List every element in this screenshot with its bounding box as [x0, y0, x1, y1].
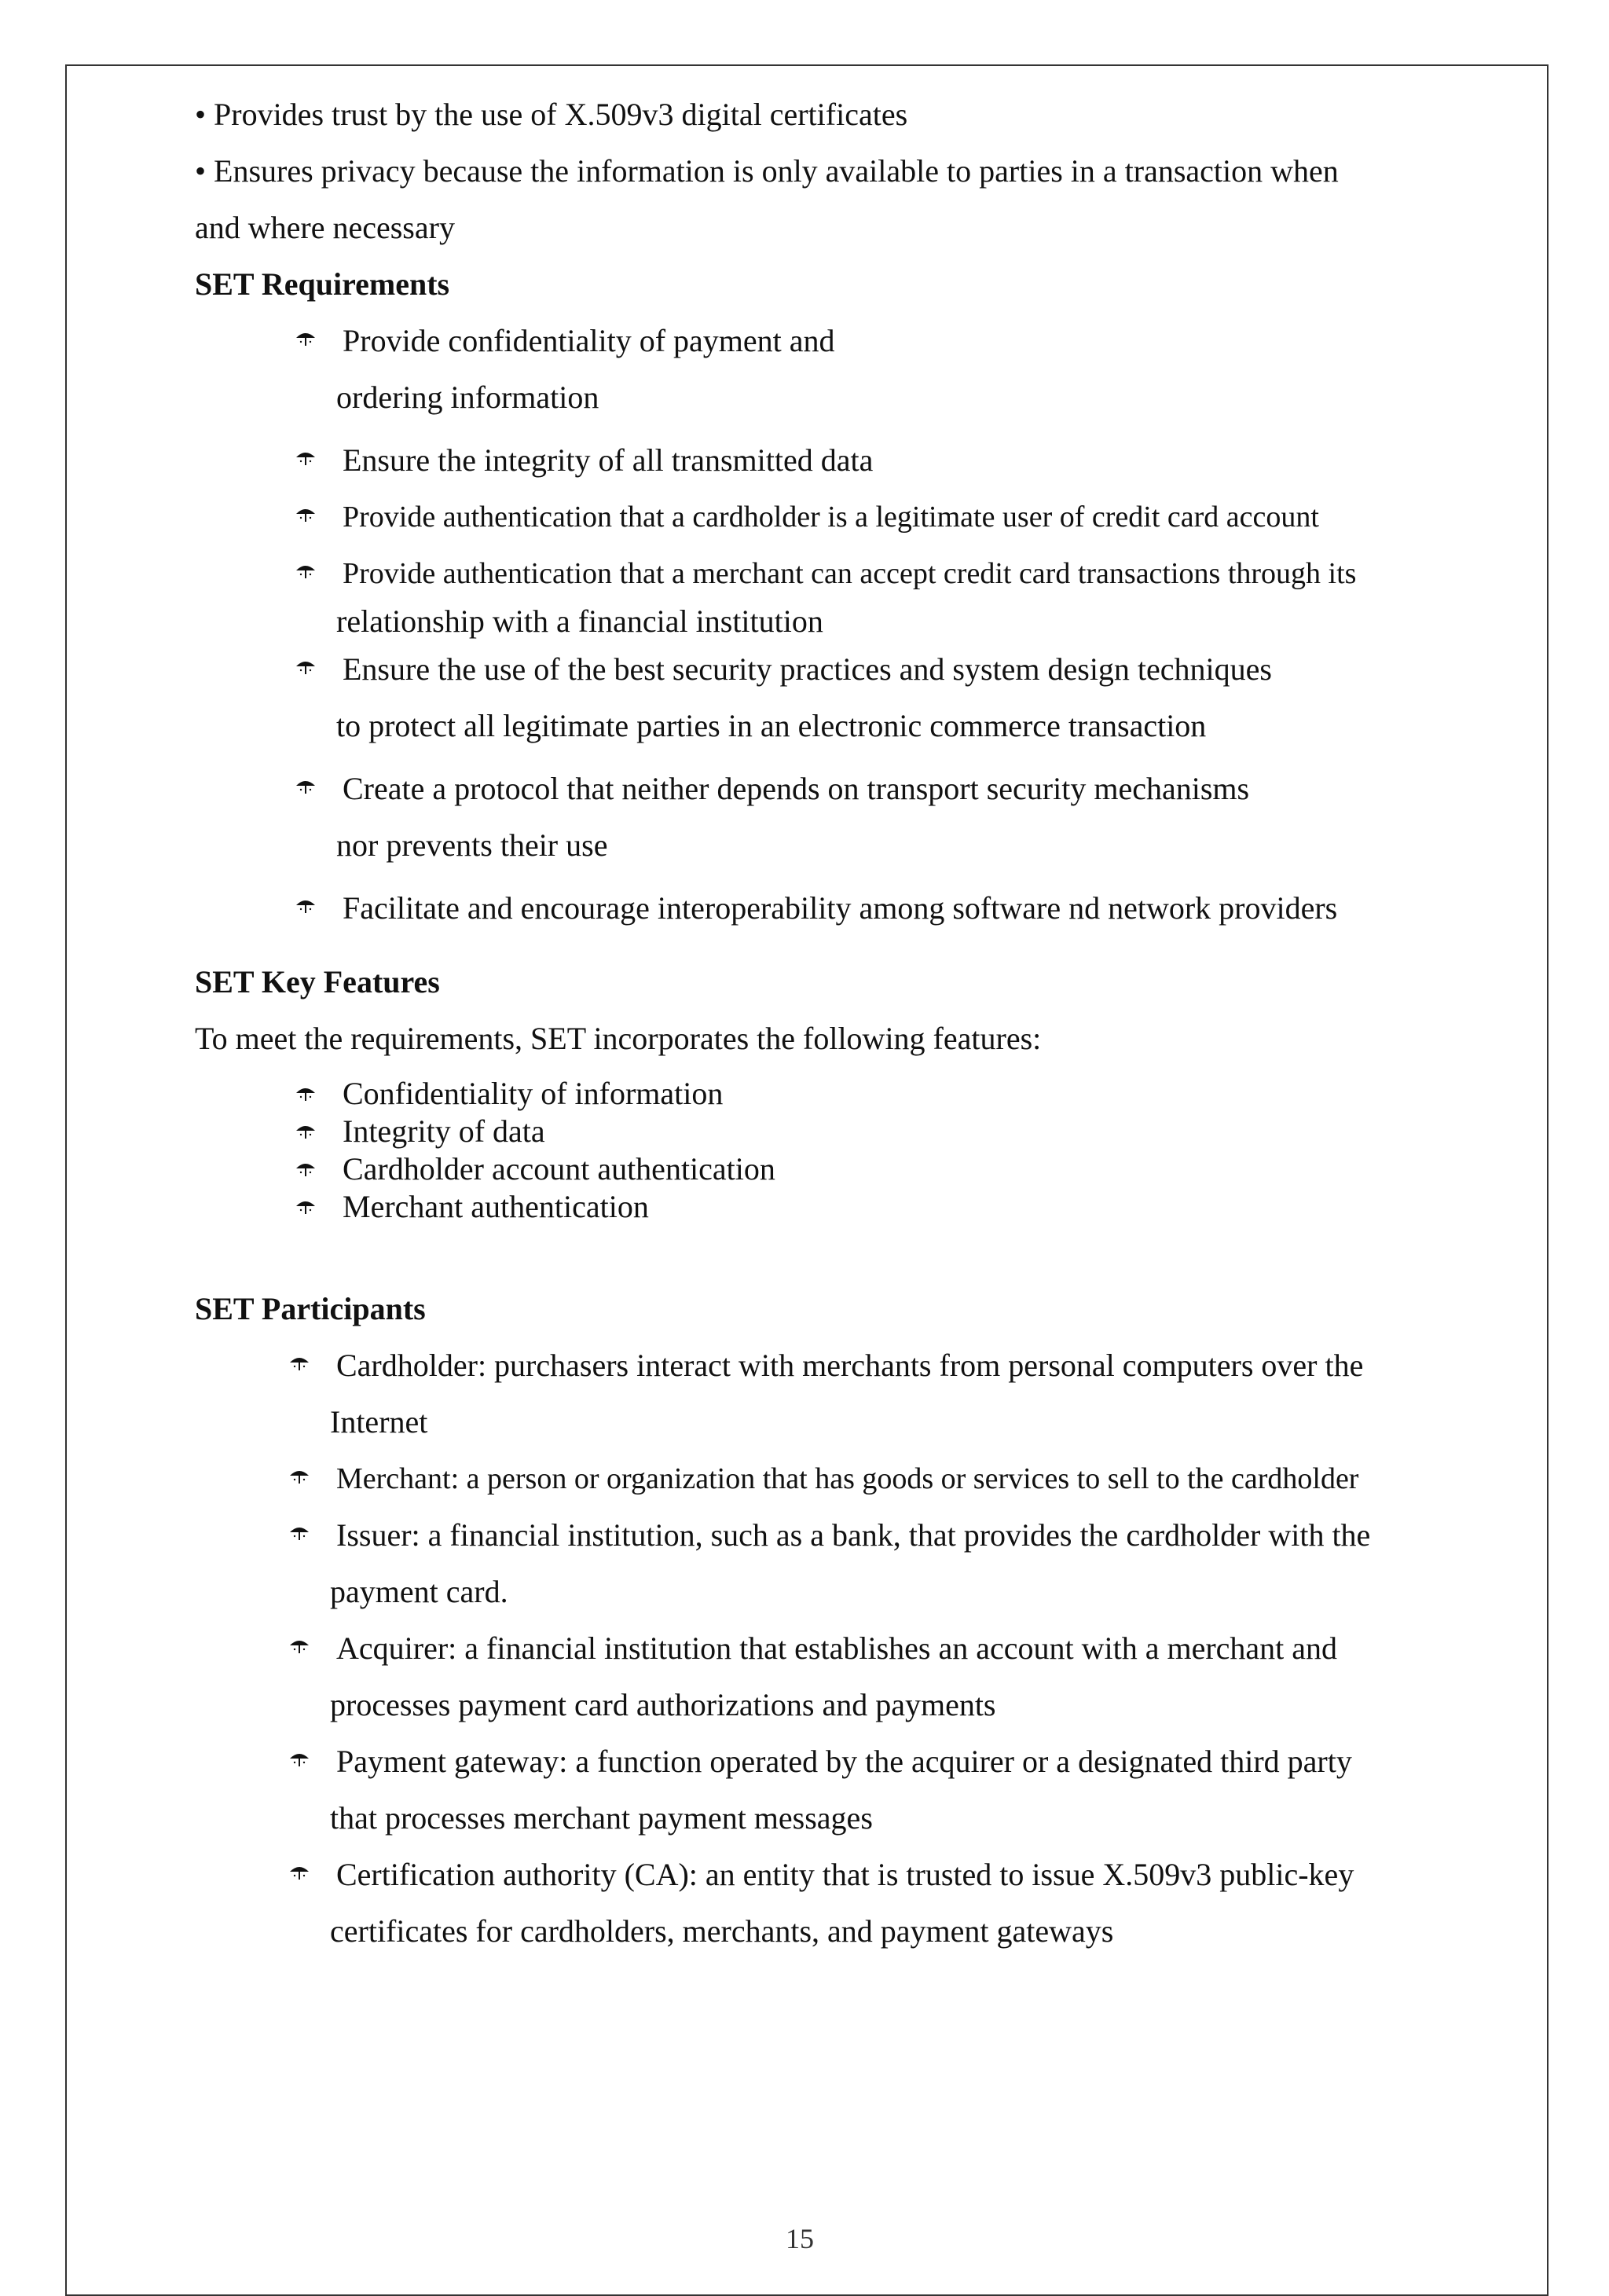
document-body	[195, 86, 1452, 1960]
list-item	[288, 1507, 1452, 1620]
participant-text-cont: Internet	[330, 1404, 428, 1440]
list-item	[294, 1188, 1452, 1226]
intro-line-privacy-cont: and where necessary	[195, 210, 455, 245]
umbrella-icon	[294, 655, 317, 679]
requirements-list	[195, 313, 1452, 937]
feature-text: Confidentiality of information	[343, 1076, 724, 1111]
list-item	[294, 880, 1452, 937]
umbrella-icon	[294, 1195, 317, 1219]
list-item	[288, 1337, 1452, 1451]
feature-text: Integrity of data	[343, 1113, 545, 1149]
umbrella-icon	[294, 1157, 317, 1181]
requirement-text-cont: ordering information	[336, 380, 599, 415]
participant-text: Merchant: a person or organization that has goods or services to sell to the cardholder	[336, 1462, 1359, 1495]
umbrella-icon	[288, 1465, 311, 1488]
umbrella-icon	[294, 446, 317, 470]
requirement-text: Ensure the use of the best security practices and system design techniques	[343, 651, 1272, 687]
umbrella-icon	[288, 1352, 311, 1375]
requirement-text: Provide confidentiality of payment and	[343, 323, 835, 358]
list-item	[294, 1075, 1452, 1113]
intro-line-privacy: • Ensures privacy because the information is only available to parties in a transaction when	[195, 153, 1339, 189]
umbrella-icon	[294, 775, 317, 798]
umbrella-icon	[294, 559, 317, 583]
participant-text: Acquirer: a financial institution that establishes an account with a merchant and	[336, 1630, 1338, 1666]
requirement-text: Provide authentication that a cardholder is a legitimate user of credit card account	[343, 501, 1319, 534]
requirement-text-cont: nor prevents their use	[336, 827, 608, 863]
participants-list	[195, 1337, 1452, 1960]
requirement-text: Create a protocol that neither depends on transport security mechanisms	[343, 771, 1250, 806]
page-number: 15	[786, 2223, 814, 2254]
list-item	[294, 313, 1452, 426]
umbrella-icon	[288, 1861, 311, 1884]
requirement-text-cont: relationship with a financial institution	[336, 603, 823, 639]
list-item	[288, 1451, 1452, 1507]
umbrella-icon	[294, 327, 317, 350]
requirement-text: Provide authentication that a merchant can accept credit card transactions through its	[343, 557, 1357, 590]
list-item	[294, 1113, 1452, 1150]
participant-text-cont: payment card.	[330, 1574, 508, 1609]
features-list	[195, 1075, 1452, 1226]
umbrella-icon	[294, 1120, 317, 1143]
requirement-text-cont: to protect all legitimate parties in an electronic commerce transaction	[336, 708, 1207, 743]
participant-text: Cardholder: purchasers interact with merchants from personal computers over the	[336, 1348, 1364, 1383]
list-item	[288, 1847, 1452, 1960]
participant-text-cont: that processes merchant payment messages	[330, 1800, 873, 1836]
list-item	[288, 1733, 1452, 1847]
requirement-text: Ensure the integrity of all transmitted data	[343, 442, 874, 478]
list-item	[294, 489, 1452, 545]
umbrella-icon	[294, 894, 317, 918]
participant-text: Issuer: a financial institution, such as a bank, that provides the cardholder with the	[336, 1517, 1371, 1553]
feature-text: Cardholder account authentication	[343, 1151, 775, 1187]
umbrella-icon	[294, 503, 317, 526]
intro-line-trust: • Provides trust by the use of X.509v3 digital certificates	[195, 97, 908, 132]
participant-text-cont: certificates for cardholders, merchants, and payment gateways	[330, 1913, 1114, 1949]
list-item	[288, 1620, 1452, 1733]
umbrella-icon	[288, 1521, 311, 1545]
participant-text-cont: processes payment card authorizations and payments	[330, 1687, 996, 1722]
participants-heading: SET Participants	[195, 1291, 426, 1326]
list-item	[294, 761, 1452, 874]
umbrella-icon	[294, 1082, 317, 1106]
requirements-heading: SET Requirements	[195, 266, 450, 302]
umbrella-icon	[288, 1748, 311, 1771]
participant-text: Payment gateway: a function operated by the acquirer or a designated third party	[336, 1744, 1352, 1779]
feature-text: Merchant authentication	[343, 1189, 649, 1224]
features-intro: To meet the requirements, SET incorporates the following features:	[195, 1021, 1042, 1056]
list-item	[294, 432, 1452, 489]
participant-text: Certification authority (CA): an entity that is trusted to issue X.509v3 public-key	[336, 1857, 1354, 1892]
features-heading: SET Key Features	[195, 964, 440, 999]
requirement-text: Facilitate and encourage interoperability among software nd network providers	[343, 890, 1338, 926]
umbrella-icon	[288, 1634, 311, 1658]
list-item	[294, 1150, 1452, 1188]
list-item	[294, 545, 1452, 641]
list-item	[294, 641, 1452, 754]
